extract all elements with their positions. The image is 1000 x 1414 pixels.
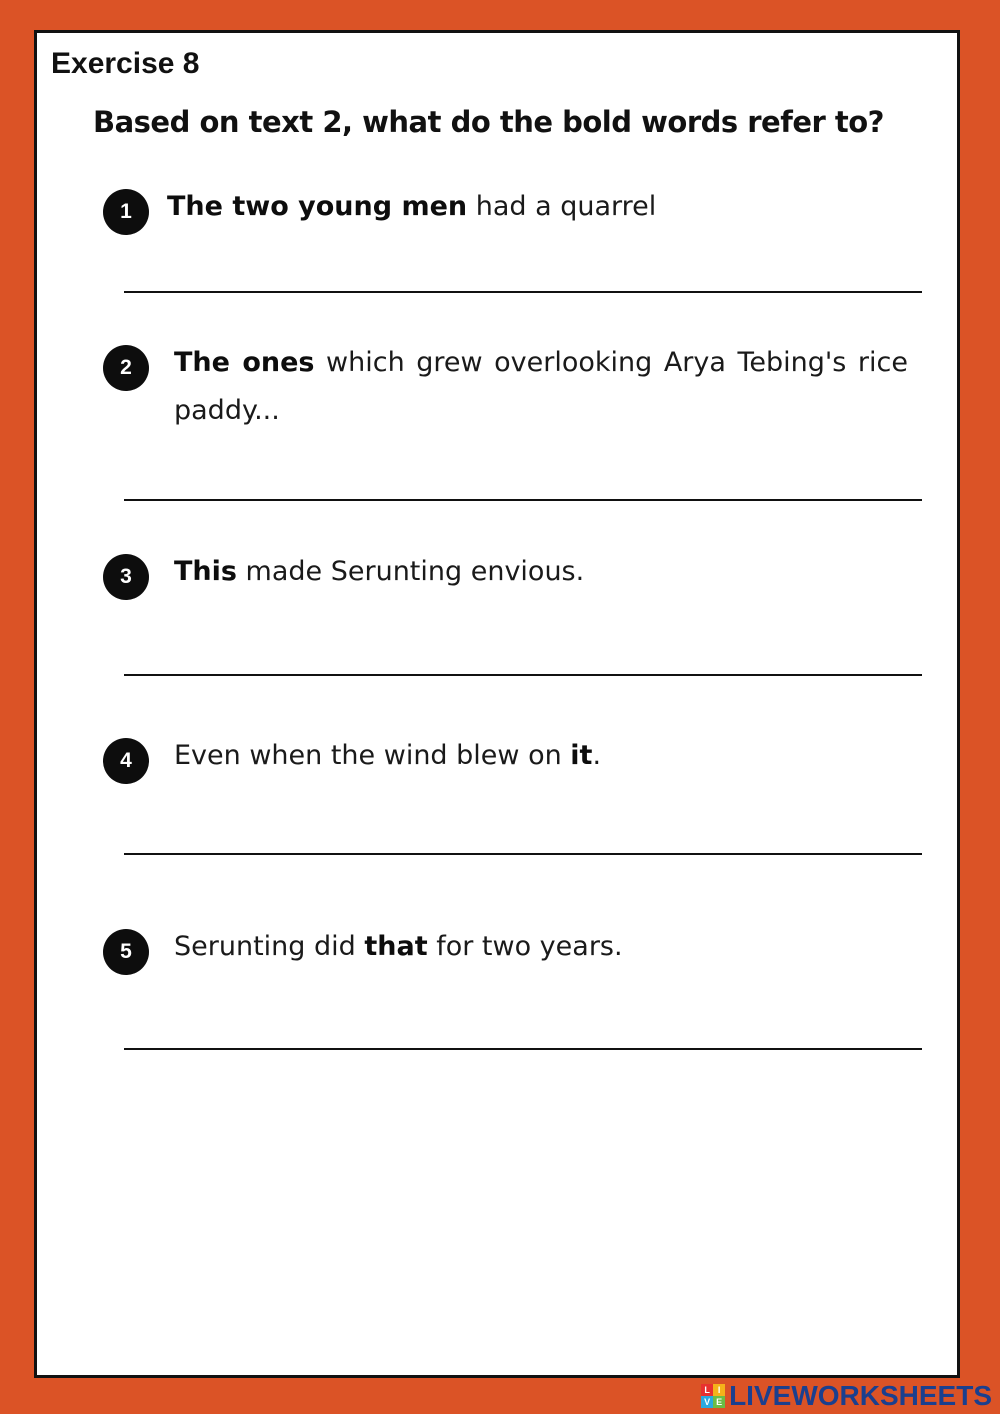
question-text [167, 183, 901, 231]
instruction-heading: Based on text 2, what do the bold words refer to? [93, 105, 884, 139]
question-number-badge: 5 [103, 929, 149, 975]
question-text-before: Serunting did [174, 931, 365, 962]
exercise-title: Exercise 8 [51, 47, 200, 80]
question-number-badge: 1 [103, 189, 149, 235]
answer-input-5[interactable] [124, 1048, 922, 1050]
question-text-after: for two years. [427, 931, 623, 962]
question-text [174, 339, 908, 435]
question-text [174, 923, 908, 971]
logo-mark-letter: I [713, 1384, 725, 1396]
logo-mark-letter: V [701, 1396, 713, 1408]
liveworksheets-logo [701, 1380, 992, 1412]
question-text-after: . [592, 740, 602, 771]
question-text-after: which grew overlooking Arya Tebing's rice paddy... [174, 347, 908, 426]
question-text-after: made Serunting envious. [236, 556, 585, 587]
bold-phrase: The ones [174, 347, 315, 378]
logo-mark-icon [701, 1384, 725, 1408]
answer-input-4[interactable] [124, 853, 922, 855]
answer-input-3[interactable] [124, 674, 922, 676]
question-text-after: had a quarrel [467, 191, 657, 222]
logo-mark-letter: E [713, 1396, 725, 1408]
question-text [174, 548, 908, 596]
logo-mark-letter: L [701, 1384, 713, 1396]
question-text [174, 732, 908, 780]
bold-phrase: it [570, 740, 593, 771]
question-number-badge: 3 [103, 554, 149, 600]
question-text-before: Even when the wind blew on [174, 740, 571, 771]
bold-phrase: The two young men [167, 191, 468, 222]
question-number-badge: 2 [103, 345, 149, 391]
logo-text: LIVEWORKSHEETS [729, 1380, 992, 1411]
bold-phrase: This [174, 556, 237, 587]
answer-input-1[interactable] [124, 291, 922, 293]
question-number-badge: 4 [103, 738, 149, 784]
answer-input-2[interactable] [124, 499, 922, 501]
bold-phrase: that [364, 931, 428, 962]
worksheet-page [34, 30, 960, 1378]
